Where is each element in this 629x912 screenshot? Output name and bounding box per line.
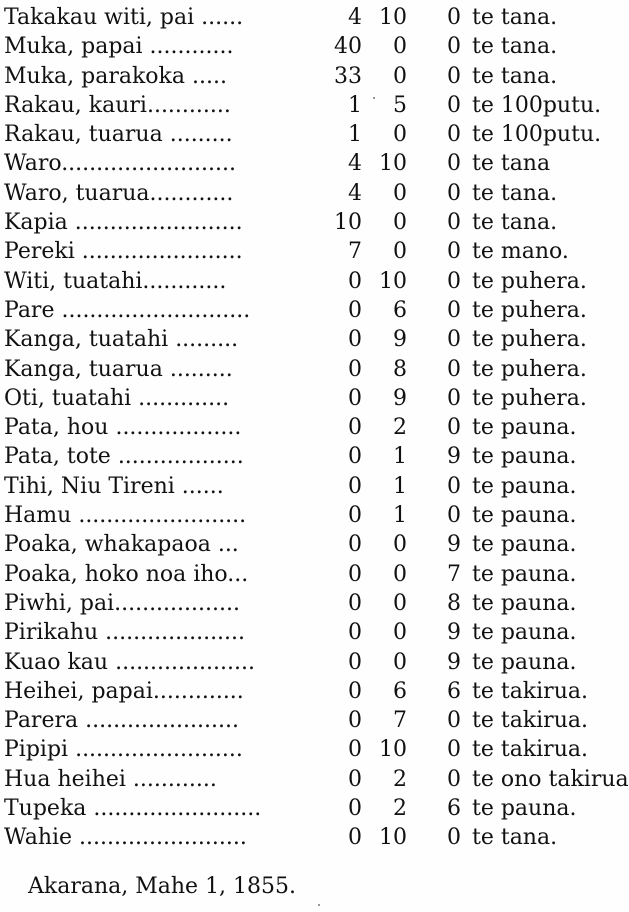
unit-label: te takirua. xyxy=(472,737,588,763)
item-name: Rakau, tuarua ......... xyxy=(4,122,233,148)
price-row xyxy=(4,91,629,120)
unit-label: te 100putu. xyxy=(472,92,602,118)
pence-value: 7 xyxy=(447,561,461,587)
unit-label: te tana. xyxy=(472,34,558,60)
shillings-value: 7 xyxy=(393,708,407,734)
unit-label: te pauna. xyxy=(472,561,577,587)
item-name: Kapia ........................ xyxy=(4,210,243,236)
price-row xyxy=(4,501,629,530)
item-name: Muka, parakoka ..... xyxy=(4,63,227,89)
shillings-value: 5 xyxy=(393,92,407,118)
pence-value: 0 xyxy=(447,5,461,30)
price-row xyxy=(4,413,629,442)
item-name: Parera ...................... xyxy=(4,708,239,734)
shillings-value: 6 xyxy=(393,297,407,323)
unit-label: te tana. xyxy=(472,210,558,236)
price-row xyxy=(4,765,629,794)
item-name: Pare ........................... xyxy=(4,297,251,323)
pence-value: 9 xyxy=(447,532,461,558)
pounds-value: 0 xyxy=(348,503,362,529)
item-name: Hua heihei ............ xyxy=(4,766,217,792)
item-name: Kanga, tuatahi ......... xyxy=(4,327,239,353)
price-row xyxy=(4,618,629,647)
pounds-value: 10 xyxy=(334,210,362,236)
price-row xyxy=(4,648,629,677)
pounds-value: 4 xyxy=(348,151,362,177)
item-name: Takakau witi, pai ...... xyxy=(4,5,244,30)
item-name: Piwhi, pai.................. xyxy=(4,590,240,616)
shillings-value: 2 xyxy=(393,415,407,441)
price-row xyxy=(4,355,629,384)
shillings-value: 1 xyxy=(393,503,407,529)
shillings-value: 0 xyxy=(393,590,407,616)
unit-label: te puhera. xyxy=(472,356,587,382)
pounds-value: 1 xyxy=(348,92,362,118)
shillings-value: 0 xyxy=(393,34,407,60)
pounds-value: 0 xyxy=(348,649,362,675)
pounds-value: 0 xyxy=(348,385,362,411)
unit-label: te pauna. xyxy=(472,590,577,616)
pounds-value: 0 xyxy=(348,796,362,822)
pence-value: 0 xyxy=(447,63,461,89)
print-speck xyxy=(318,904,320,906)
price-row xyxy=(4,589,629,618)
shillings-value: 0 xyxy=(393,561,407,587)
item-name: Witi, tuatahi............ xyxy=(4,268,227,294)
shillings-value: 8 xyxy=(393,356,407,382)
shillings-value: 9 xyxy=(393,385,407,411)
pounds-value: 0 xyxy=(348,590,362,616)
unit-label: te pauna. xyxy=(472,620,577,646)
item-name: Poaka, whakapaoa ... xyxy=(4,532,239,558)
unit-label: te tana. xyxy=(472,180,558,206)
pence-value: 0 xyxy=(447,151,461,177)
item-name: Hamu ........................ xyxy=(4,503,247,529)
price-list-table xyxy=(4,3,629,853)
price-row xyxy=(4,325,629,354)
price-row xyxy=(4,120,629,149)
pence-value: 0 xyxy=(447,210,461,236)
pence-value: 0 xyxy=(447,356,461,382)
shillings-value: 10 xyxy=(379,737,407,763)
print-speck xyxy=(373,97,375,99)
item-name: Heihei, papai............. xyxy=(4,678,244,704)
unit-label: te pauna. xyxy=(472,444,577,470)
item-name: Pirikahu .................... xyxy=(4,620,246,646)
shillings-value: 0 xyxy=(393,180,407,206)
pence-value: 9 xyxy=(447,649,461,675)
pence-value: 0 xyxy=(447,34,461,60)
pounds-value: 0 xyxy=(348,473,362,499)
unit-label: te pauna. xyxy=(472,796,577,822)
place-date-line: Akarana, Mahe 1, 1855. xyxy=(28,874,297,899)
shillings-value: 2 xyxy=(393,796,407,822)
shillings-value: 10 xyxy=(379,5,407,30)
price-row xyxy=(4,3,629,32)
pence-value: 9 xyxy=(447,620,461,646)
unit-label: te pauna. xyxy=(472,532,577,558)
pounds-value: 0 xyxy=(348,766,362,792)
shillings-value: 0 xyxy=(393,239,407,265)
item-name: Poaka, hoko noa iho... xyxy=(4,561,249,587)
pounds-value: 7 xyxy=(348,239,362,265)
price-row xyxy=(4,267,629,296)
price-row xyxy=(4,179,629,208)
price-row xyxy=(4,296,629,325)
pounds-value: 0 xyxy=(348,415,362,441)
item-name: Rakau, kauri............ xyxy=(4,92,231,118)
pounds-value: 0 xyxy=(348,825,362,851)
pence-value: 0 xyxy=(447,92,461,118)
unit-label: te pauna. xyxy=(472,473,577,499)
pence-value: 9 xyxy=(447,444,461,470)
shillings-value: 0 xyxy=(393,122,407,148)
price-row xyxy=(4,677,629,706)
item-name: Waro......................... xyxy=(4,151,237,177)
price-row xyxy=(4,530,629,559)
unit-label: te pauna. xyxy=(472,503,577,529)
item-name: Pata, hou .................. xyxy=(4,415,242,441)
unit-label: te tana. xyxy=(472,825,558,851)
pence-value: 0 xyxy=(447,327,461,353)
unit-label: te takirua. xyxy=(472,678,588,704)
unit-label: te ono takirua xyxy=(472,766,629,792)
pounds-value: 0 xyxy=(348,561,362,587)
unit-label: te puhera. xyxy=(472,385,587,411)
shillings-value: 6 xyxy=(393,678,407,704)
pounds-value: 4 xyxy=(348,180,362,206)
item-name: Wahie ........................ xyxy=(4,825,247,851)
price-row xyxy=(4,62,629,91)
price-row xyxy=(4,237,629,266)
price-row xyxy=(4,149,629,178)
pounds-value: 33 xyxy=(334,63,362,89)
shillings-value: 0 xyxy=(393,210,407,236)
unit-label: te pauna. xyxy=(472,415,577,441)
price-row xyxy=(4,208,629,237)
unit-label: te tana. xyxy=(472,63,558,89)
item-name: Waro, tuarua............ xyxy=(4,180,234,206)
pence-value: 0 xyxy=(447,268,461,294)
price-row xyxy=(4,794,629,823)
pounds-value: 0 xyxy=(348,620,362,646)
pence-value: 0 xyxy=(447,122,461,148)
pounds-value: 1 xyxy=(348,122,362,148)
pence-value: 8 xyxy=(447,590,461,616)
pounds-value: 4 xyxy=(348,5,362,30)
item-name: Pata, tote .................. xyxy=(4,444,244,470)
pounds-value: 0 xyxy=(348,708,362,734)
shillings-value: 1 xyxy=(393,473,407,499)
pence-value: 6 xyxy=(447,678,461,704)
shillings-value: 1 xyxy=(393,444,407,470)
item-name: Tihi, Niu Tireni ...... xyxy=(4,473,224,499)
unit-label: te mano. xyxy=(472,239,569,265)
pence-value: 0 xyxy=(447,180,461,206)
pounds-value: 40 xyxy=(334,34,362,60)
shillings-value: 0 xyxy=(393,532,407,558)
unit-label: te tana xyxy=(472,151,551,177)
item-name: Kanga, tuarua ......... xyxy=(4,356,233,382)
price-row xyxy=(4,442,629,471)
price-row xyxy=(4,560,629,589)
pence-value: 0 xyxy=(447,766,461,792)
price-row xyxy=(4,32,629,61)
unit-label: te pauna. xyxy=(472,649,577,675)
shillings-value: 10 xyxy=(379,268,407,294)
unit-label: te puhera. xyxy=(472,327,587,353)
shillings-value: 2 xyxy=(393,766,407,792)
pence-value: 0 xyxy=(447,708,461,734)
pounds-value: 0 xyxy=(348,356,362,382)
pounds-value: 0 xyxy=(348,532,362,558)
pence-value: 0 xyxy=(447,473,461,499)
item-name: Pereki ....................... xyxy=(4,239,243,265)
pounds-value: 0 xyxy=(348,678,362,704)
shillings-value: 10 xyxy=(379,151,407,177)
pence-value: 0 xyxy=(447,503,461,529)
pounds-value: 0 xyxy=(348,737,362,763)
pounds-value: 0 xyxy=(348,444,362,470)
unit-label: te 100putu. xyxy=(472,122,602,148)
item-name: Tupeka ........................ xyxy=(4,796,262,822)
pence-value: 0 xyxy=(447,415,461,441)
pounds-value: 0 xyxy=(348,327,362,353)
unit-label: te puhera. xyxy=(472,268,587,294)
pence-value: 0 xyxy=(447,825,461,851)
pounds-value: 0 xyxy=(348,297,362,323)
item-name: Muka, papai ............ xyxy=(4,34,234,60)
unit-label: te tana. xyxy=(472,5,558,30)
item-name: Oti, tuatahi ............. xyxy=(4,385,230,411)
pence-value: 0 xyxy=(447,239,461,265)
pounds-value: 0 xyxy=(348,268,362,294)
pence-value: 6 xyxy=(447,796,461,822)
price-row xyxy=(4,706,629,735)
item-name: Kuao kau .................... xyxy=(4,649,255,675)
shillings-value: 0 xyxy=(393,63,407,89)
price-row xyxy=(4,384,629,413)
price-row xyxy=(4,735,629,764)
shillings-value: 9 xyxy=(393,327,407,353)
price-row xyxy=(4,823,629,852)
item-name: Pipipi ........................ xyxy=(4,737,243,763)
shillings-value: 10 xyxy=(379,825,407,851)
pence-value: 0 xyxy=(447,297,461,323)
pence-value: 0 xyxy=(447,385,461,411)
shillings-value: 0 xyxy=(393,649,407,675)
unit-label: te puhera. xyxy=(472,297,587,323)
unit-label: te takirua. xyxy=(472,708,588,734)
shillings-value: 0 xyxy=(393,620,407,646)
price-row xyxy=(4,472,629,501)
pence-value: 0 xyxy=(447,737,461,763)
